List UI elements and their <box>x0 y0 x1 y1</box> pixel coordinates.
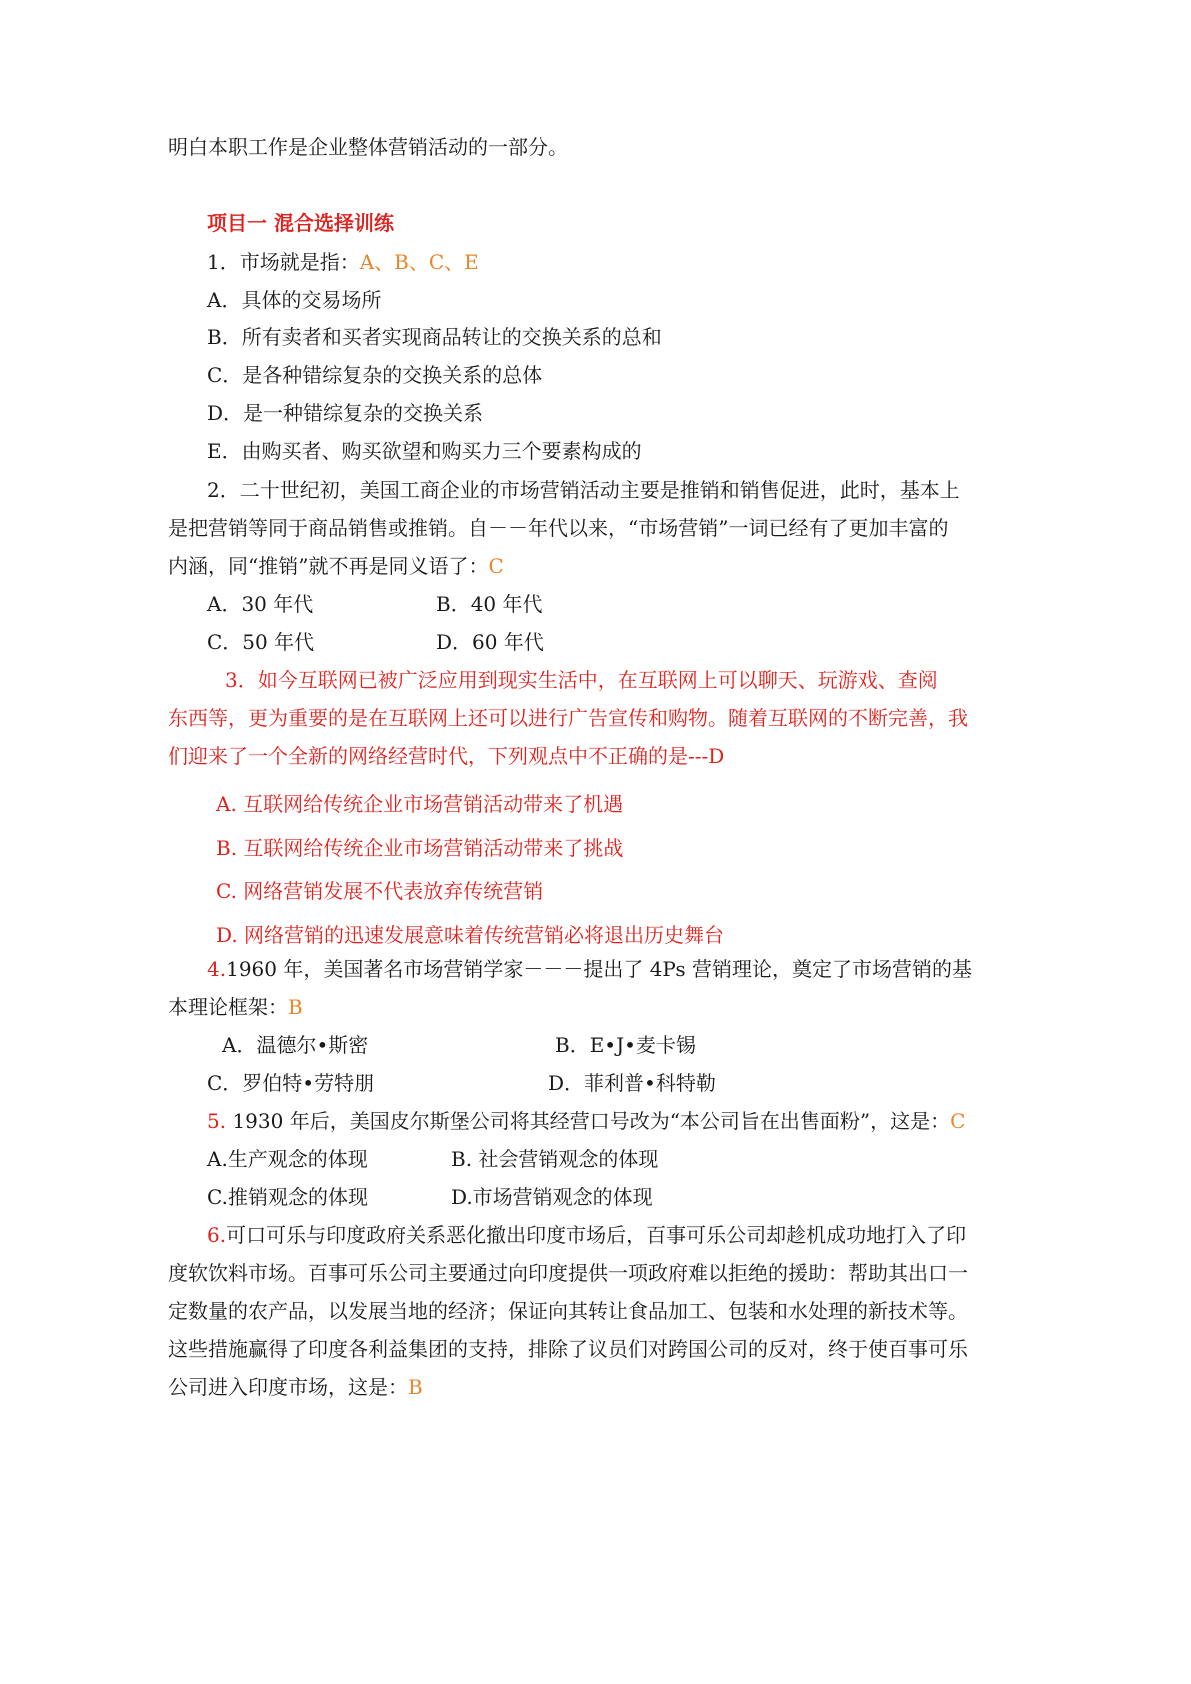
question-6-line-1 <box>207 1221 966 1249</box>
question-6-line-3: 定数量的农产品，以发展当地的经济；保证向其转让食品加工、包装和水处理的新技术等。 <box>168 1299 968 1323</box>
question-5-option-b: B. 社会营销观念的体现 <box>451 1147 659 1171</box>
question-1-option-d: D．是一种错综复杂的交换关系 <box>207 401 484 425</box>
question-2-line-1: 2．二十世纪初，美国工商企业的市场营销活动主要是推销和销售促进，此时，基本上 <box>207 478 960 502</box>
intro-text: 明白本职工作是企业整体营销活动的一部分。 <box>168 135 568 159</box>
question-6-stem: 可口可乐与印度政府关系恶化撤出印度市场后，百事可乐公司却趁机成功地打入了印 <box>226 1223 967 1247</box>
question-1-option-b: B．所有卖者和买者实现商品转让的交换关系的总和 <box>207 325 662 349</box>
question-2-answer: C <box>488 554 504 578</box>
question-5-answer: C <box>950 1109 966 1133</box>
question-4-stem: 1960 年，美国著名市场营销学家－－－提出了 4Ps 营销理论，奠定了市场营销的基 <box>226 957 972 981</box>
question-6-line-2: 度软饮料市场。百事可乐公司主要通过向印度提供一项政府难以拒绝的援助：帮助其出口一 <box>168 1261 968 1285</box>
question-3-option-c: C. 网络营销发展不代表放弃传统营销 <box>216 879 544 903</box>
question-2-option-c: C．50 年代 <box>207 630 315 654</box>
question-2-option-b: B．40 年代 <box>436 592 543 616</box>
question-2-option-d: D．60 年代 <box>436 630 544 654</box>
question-4-answer: B <box>288 995 303 1019</box>
question-1-option-c: C．是各种错综复杂的交换关系的总体 <box>207 363 543 387</box>
question-4-line-1 <box>207 955 972 983</box>
question-4-stem-end: 本理论框架： <box>168 995 288 1019</box>
question-2-option-a: A．30 年代 <box>207 592 314 616</box>
question-1-answer: A、B、C、E <box>359 250 479 274</box>
question-1 <box>207 248 479 276</box>
question-5-option-c: C.推销观念的体现 <box>207 1185 368 1209</box>
question-4-number: 4. <box>207 957 227 981</box>
question-6-stem-end: 公司进入印度市场，这是： <box>168 1375 408 1399</box>
question-1-option-e: E．由购买者、购买欲望和购买力三个要素构成的 <box>207 439 642 463</box>
question-1-option-a: A．具体的交易场所 <box>207 288 382 312</box>
question-3-line-2: 东西等，更为重要的是在互联网上还可以进行广告宣传和购物。随着互联网的不断完善，我 <box>168 706 968 730</box>
question-4-option-a: A．温德尔•斯密 <box>222 1033 369 1057</box>
question-3-option-d: D. 网络营销的迅速发展意味着传统营销必将退出历史舞台 <box>216 923 725 947</box>
question-5 <box>207 1107 965 1135</box>
question-5-number: 5. <box>207 1109 227 1133</box>
question-3-option-b: B. 互联网给传统企业市场营销活动带来了挑战 <box>216 836 624 860</box>
question-5-option-a: A.生产观念的体现 <box>207 1147 368 1171</box>
question-4-option-b: B．E•J•麦卡锡 <box>555 1033 696 1057</box>
question-6-line-5 <box>168 1373 423 1401</box>
question-4-line-2 <box>168 993 303 1021</box>
question-5-stem: 1930 年后，美国皮尔斯堡公司将其经营口号改为“本公司旨在出售面粉”，这是： <box>226 1109 951 1133</box>
question-4-option-c: C．罗伯特•劳特朋 <box>207 1071 375 1095</box>
section-heading: 项目一 混合选择训练 <box>207 211 394 235</box>
question-3-option-a: A. 互联网给传统企业市场营销活动带来了机遇 <box>216 792 624 816</box>
question-2-stem-end: 内涵，同“推销”就不再是同义语了： <box>168 554 489 578</box>
question-6-number: 6. <box>207 1223 227 1247</box>
question-3-line-1: 3．如今互联网已被广泛应用到现实生活中，在互联网上可以聊天、玩游戏、查阅 <box>225 668 938 692</box>
question-5-option-d: D.市场营销观念的体现 <box>451 1185 653 1209</box>
question-6-answer: B <box>408 1375 423 1399</box>
question-2-line-2: 是把营销等同于商品销售或推销。自－－年代以来，“市场营销”一词已经有了更加丰富的 <box>168 516 949 540</box>
question-6-line-4: 这些措施赢得了印度各利益集团的支持，排除了议员们对跨国公司的反对，终于使百事可乐 <box>168 1337 968 1361</box>
question-2-line-3 <box>168 552 504 580</box>
question-1-stem: 1．市场就是指： <box>207 250 360 274</box>
question-3-line-3: 们迎来了一个全新的网络经营时代，下列观点中不正确的是---D <box>168 744 725 768</box>
question-4-option-d: D．菲利普•科特勒 <box>548 1071 716 1095</box>
